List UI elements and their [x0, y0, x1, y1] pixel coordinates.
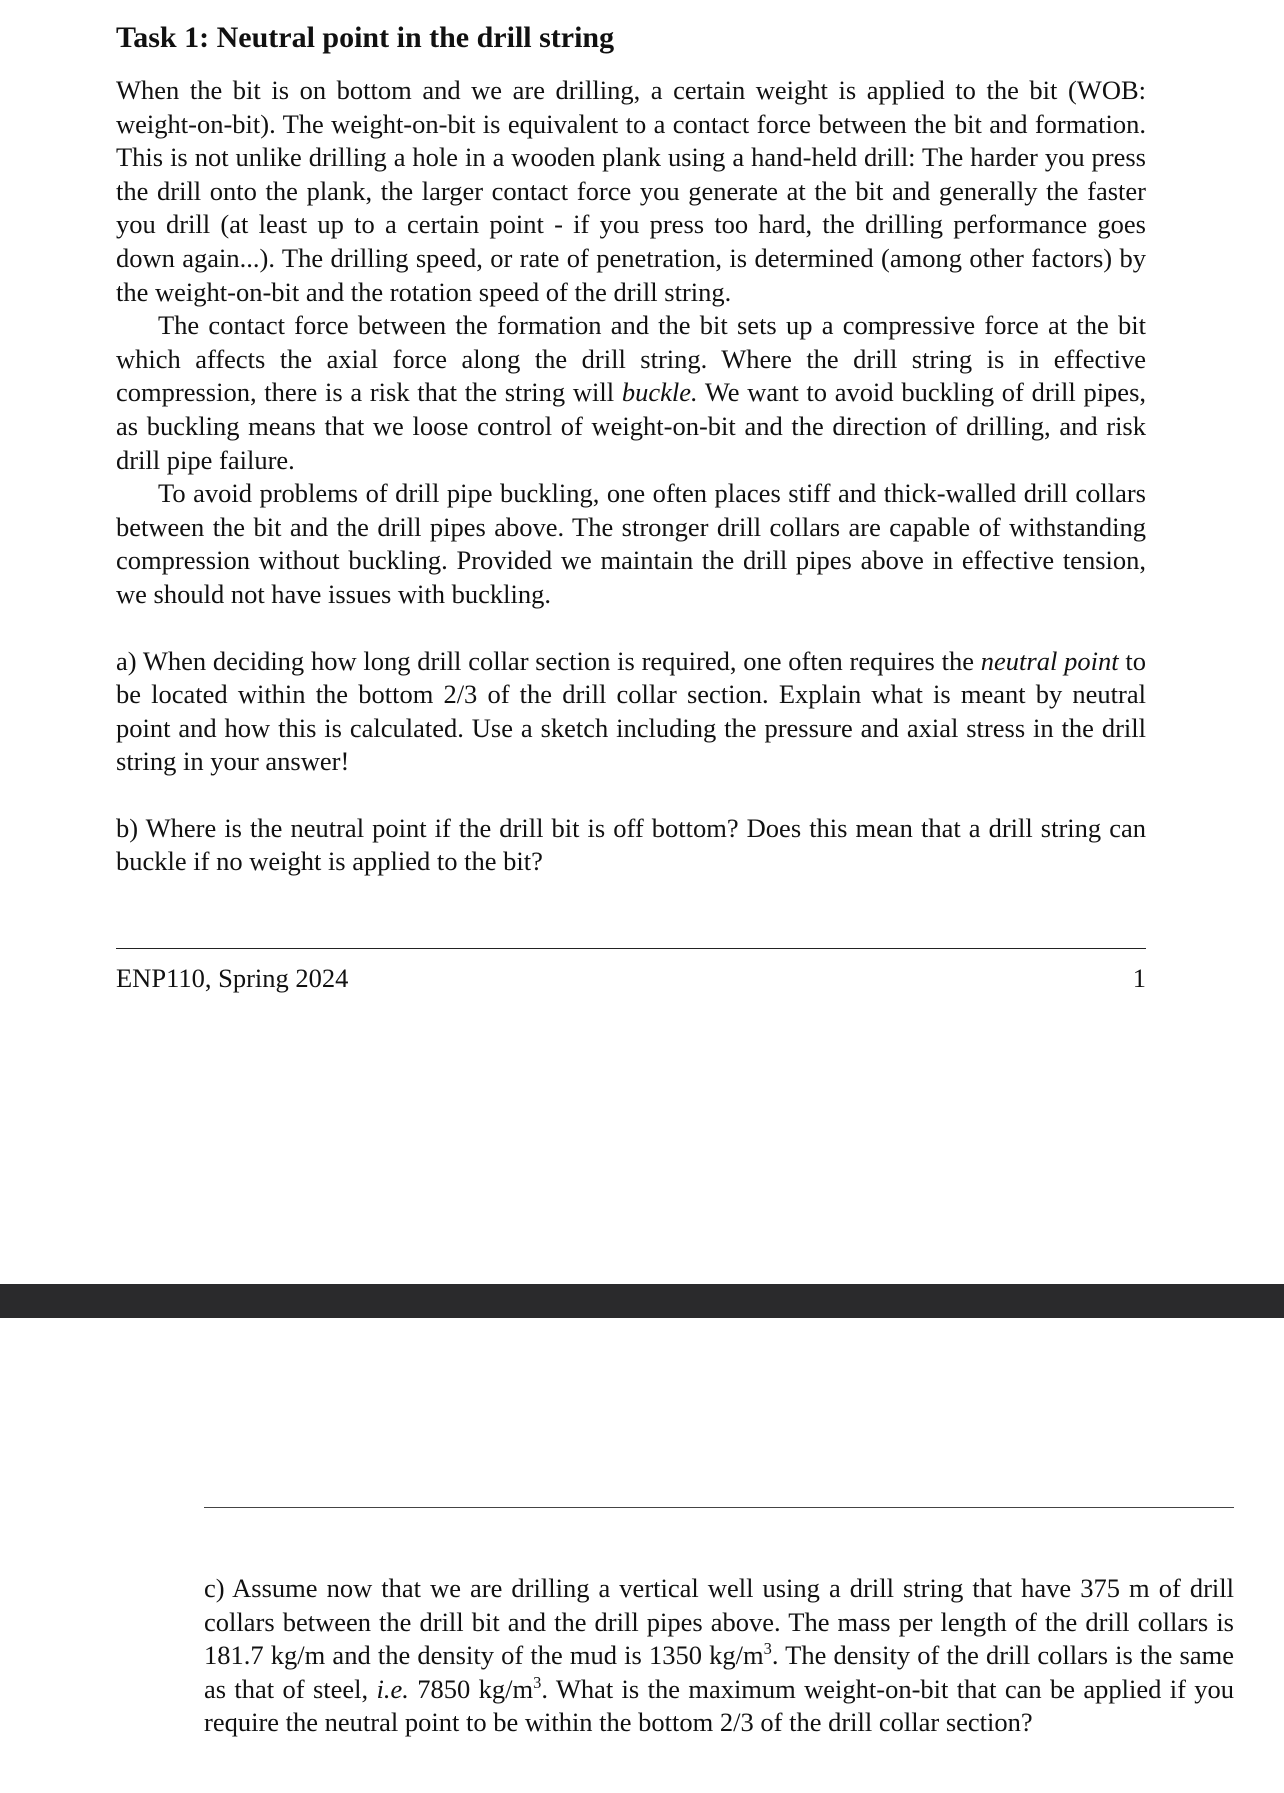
footer-divider: [116, 948, 1146, 949]
question-c: [204, 1572, 1234, 1740]
exponent-1: 3: [763, 1639, 772, 1659]
question-c-text-1: c) Assume now that we are drilling a vertical well using a drill string that have 375 m of drill collars between the drill bit and the drill pipes above. The mass per length of the drill collars is 181.7 kg/m and the density of the mud is 1350 kg/m: [204, 1573, 1234, 1671]
exponent-2: 3: [533, 1672, 542, 1692]
footer-page-number: 1: [1132, 963, 1146, 993]
intro-paragraph-2-text-end: We want to avoid buckling of drill pipes, as buckling means that we loose control of weight-on-bit and the direction of drilling, and risk drill pipe failure.: [116, 377, 1147, 475]
buckle-emphasis: buckle.: [621, 377, 698, 408]
page-2-header-divider: [204, 1507, 1234, 1508]
intro-paragraph-2-text: The contact force between the formation and the bit sets up a compressive force at the bit which affects the axial force along the drill string. Where the drill string is in effective compression, there is a risk that the string will: [116, 310, 1146, 408]
neutral-point-emphasis: neutral point: [980, 645, 1119, 676]
ie-emphasis: i.e.: [376, 1673, 409, 1704]
intro-paragraph-1: When the bit is on bottom and we are drilling, a certain weight is applied to the bit (WOB: weight-on-bit). The weight-on-bit is equivalent to a contact force between the bit and formation. This is not unlike drilling a hole in a wooden plank using a hand-held drill: The harder you press the drill onto the plank, the larger contact force you generate at the bit and generally the faster you drill (at least up to a certain point - if you press too hard, the drilling performance goes down again...). The drilling speed, or rate of penetration, is determined (among other factors) by the weight-on-bit and the rotation speed of the drill string.: [116, 75, 1146, 307]
page-2-content: [204, 1572, 1234, 1740]
question-a: [116, 645, 1146, 779]
question-b: b) Where is the neutral point if the drill bit is off bottom? Does this mean that a drill string can buckle if no weight is applied to the bit?: [116, 812, 1146, 877]
question-c-text-4: . What is the maximum weight-on-bit that can be applied if you require the neutral point to be within the bottom 2/3 of the drill collar section?: [204, 1673, 1234, 1738]
question-c-text-2: . The density of the drill collars is the same as that of steel,: [204, 1640, 1234, 1704]
intro-paragraph-2: [116, 309, 1146, 477]
page-separator-band: [0, 1284, 1284, 1318]
question-c-text-3: 7850 kg/m: [408, 1673, 534, 1704]
question-a-text: a) When deciding how long drill collar section is required, one often requires the: [116, 645, 981, 676]
task-title: Task 1: Neutral point in the drill string: [116, 21, 615, 54]
intro-paragraph-3: To avoid problems of drill pipe buckling, one often places stiff and thick-walled drill collars between the bit and the drill pipes above. The stronger drill collars are capable of withstanding compression without buckling. Provided we maintain the drill pipes above in effective tension, we should not have issues with buckling.: [116, 478, 1146, 609]
question-a-text-end: to be located within the bottom 2/3 of the drill collar section. Explain what is meant by neutral point and how this is calculated. Use a sketch including the pressure and axial stress in the drill string in your answer!: [116, 645, 1146, 777]
page-1-content: [116, 18, 1146, 879]
footer-course: ENP110, Spring 2024: [116, 963, 349, 993]
